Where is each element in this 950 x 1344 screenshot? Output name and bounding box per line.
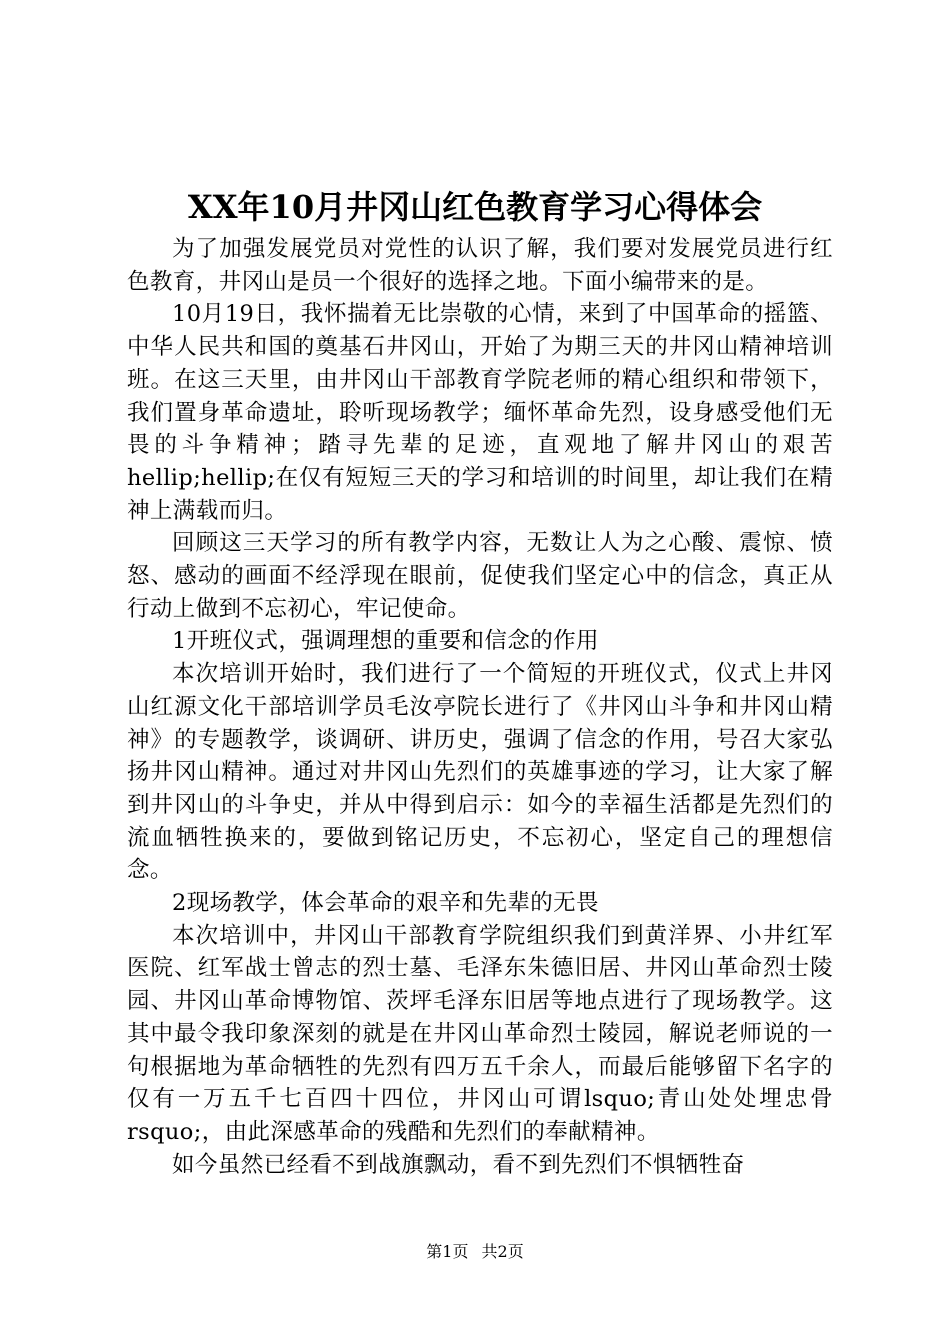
- paragraph-continued: 如今虽然已经看不到战旗飘动，看不到先烈们不惧牺牲奋: [172, 1151, 745, 1178]
- document-body: [127, 233, 833, 1181]
- page-number: 第1页: [426, 1242, 469, 1261]
- document-title: XX年10月井冈山红色教育学习心得体会: [187, 188, 763, 226]
- section-heading-2: 2现场教学，体会革命的艰辛和先辈的无畏: [172, 890, 599, 917]
- page-total: 共2页: [481, 1242, 524, 1261]
- paragraph-opening-ceremony: 本次培训开始时，我们进行了一个简短的开班仪式，仪式上井冈山红源文化干部培训学员毛汝亭院长进行了《井冈山斗争和井冈山精神》的专题教学，谈调研、讲历史，强调了信念的作用，号召大家弘扬井冈山精神。通过对井冈山先烈们的英雄事迹的学习，让大家了解到井冈山的斗争史，并从中得到启示：如今的幸福生活都是先烈们的流血牺牲换来的，要做到铭记历史，不忘初心，坚定自己的理想信念。: [127, 661, 833, 884]
- paragraph-arrival: 10月19日，我怀揣着无比崇敬的心情，来到了中国革命的摇篮、中华人民共和国的奠基石井冈山，开始了为期三天的井冈山精神培训班。在这三天里，由井冈山干部教育学院老师的精心组织和带领下，我们置身革命遗址，聆听现场教学；缅怀革命先烈，设身感受他们无畏的斗争精神；踏寻先辈的足迹，直观地了解井冈山的艰苦hellip;hellip;在仅有短短三天的学习和培训的时间里，却让我们在精神上满载而归。: [127, 301, 833, 524]
- paragraph-field-teaching: 本次培训中，井冈山干部教育学院组织我们到黄洋界、小井红军医院、红军战士曾志的烈士墓、毛泽东朱德旧居、井冈山革命烈士陵园、井冈山革命博物馆、茨坪毛泽东旧居等地点进行了现场教学。这其中最令我印象深刻的就是在井冈山革命烈士陵园，解说老师说的一句根据地为革命牺牲的先烈有四万五千余人，而最后能够留下名字的仅有一万五千七百四十四位，井冈山可谓lsquo;青山处处埋忠骨rsquo;，由此深感革命的残酷和先烈们的奉献精神。: [127, 922, 833, 1145]
- section-heading-1: 1开班仪式，强调理想的重要和信念的作用: [172, 628, 599, 655]
- paragraph-review: 回顾这三天学习的所有教学内容，无数让人为之心酸、震惊、愤怒、感动的画面不经浮现在眼前，促使我们坚定心中的信念，真正从行动上做到不忘初心，牢记使命。: [127, 530, 833, 622]
- paragraph-intro: 为了加强发展党员对党性的认识了解，我们要对发展党员进行红色教育，井冈山是员一个很好的选择之地。下面小编带来的是。: [127, 236, 833, 295]
- page-footer: [0, 1240, 950, 1264]
